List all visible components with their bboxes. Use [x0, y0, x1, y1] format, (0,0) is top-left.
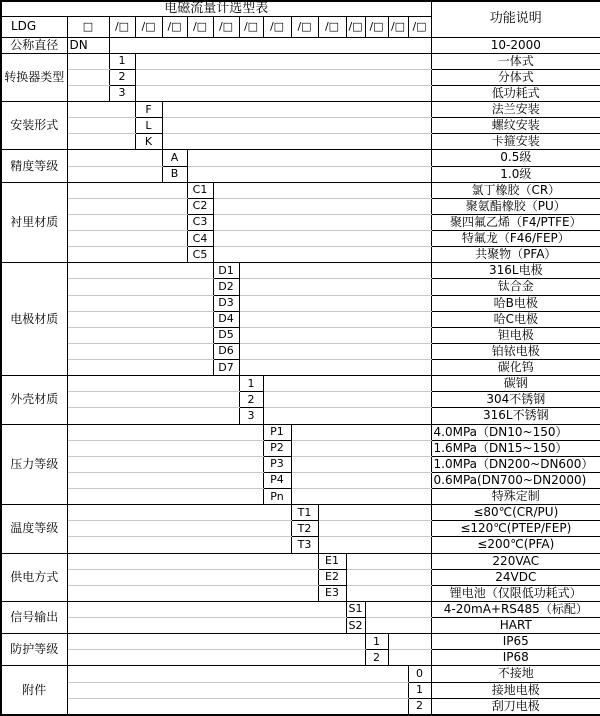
section-label: 供电方式	[1, 553, 67, 601]
model-slot: /□	[239, 17, 263, 37]
code-cell: D5	[213, 327, 239, 343]
description-cell: 0.6MPa(DN700~DN2000)	[431, 472, 600, 488]
code-cell: B	[162, 166, 187, 182]
code-cell: D3	[213, 295, 239, 311]
section-label: 电极材质	[1, 263, 67, 376]
section-label: 精度等级	[1, 150, 67, 182]
code-cell: S1	[346, 601, 365, 617]
section-label: 信号输出	[1, 601, 67, 633]
model-slot: /□	[388, 17, 408, 37]
empty-cell	[346, 553, 431, 569]
empty-cell	[135, 85, 431, 101]
empty-cell	[67, 231, 187, 247]
description-cell: IP65	[431, 634, 600, 650]
code-cell: C5	[187, 247, 213, 263]
description-cell: 10-2000	[431, 37, 600, 53]
code-cell: C2	[187, 198, 213, 214]
empty-cell	[67, 85, 109, 101]
empty-cell	[239, 263, 431, 279]
description-cell: 一体式	[431, 53, 600, 69]
code-cell: C4	[187, 231, 213, 247]
description-cell: 特氟龙（F46/FEP）	[431, 231, 600, 247]
description-cell: 低功耗式	[431, 85, 600, 101]
empty-cell	[67, 440, 263, 456]
description-cell: 220VAC	[431, 553, 600, 569]
code-cell: T2	[291, 521, 318, 537]
empty-cell	[67, 376, 239, 392]
table-title: 电磁流量计选型表	[1, 1, 431, 17]
empty-cell	[187, 150, 431, 166]
model-slot: /□	[408, 17, 431, 37]
empty-cell	[67, 134, 135, 150]
empty-cell	[239, 327, 431, 343]
description-cell: 1.0级	[431, 166, 600, 182]
description-cell: ≤80℃(CR/PU)	[431, 505, 600, 521]
code-cell: 2	[109, 69, 135, 85]
empty-cell	[67, 424, 263, 440]
model-slot: /□	[135, 17, 162, 37]
empty-cell	[67, 166, 162, 182]
empty-cell	[67, 505, 291, 521]
model-slot: /□	[365, 17, 388, 37]
empty-cell	[67, 102, 135, 118]
empty-cell	[263, 376, 431, 392]
section-label: 转换器类型	[1, 53, 67, 101]
empty-cell	[239, 311, 431, 327]
description-cell: 刮刀电极	[431, 698, 600, 715]
description-cell: 碳钢	[431, 376, 600, 392]
empty-cell	[67, 569, 318, 585]
description-cell: 304不锈钢	[431, 392, 600, 408]
empty-cell	[318, 521, 431, 537]
empty-cell	[67, 150, 162, 166]
code-cell: 3	[109, 85, 135, 101]
empty-cell	[263, 392, 431, 408]
description-cell: 24VDC	[431, 569, 600, 585]
empty-cell	[213, 182, 431, 198]
description-cell: 不接地	[431, 666, 600, 682]
model-slot: /□	[346, 17, 365, 37]
empty-cell	[67, 118, 135, 134]
section-label: 压力等级	[1, 424, 67, 505]
empty-cell	[213, 247, 431, 263]
empty-cell	[213, 198, 431, 214]
description-cell: 卡箍安装	[431, 134, 600, 150]
code-cell: D6	[213, 343, 239, 359]
empty-cell	[239, 360, 431, 376]
description-cell: 法兰安装	[431, 102, 600, 118]
empty-cell	[67, 618, 346, 634]
empty-cell	[263, 408, 431, 424]
section-label: 安装形式	[1, 102, 67, 150]
empty-cell	[388, 650, 431, 666]
empty-cell	[67, 650, 365, 666]
description-cell: HART	[431, 618, 600, 634]
description-cell: 4.0MPa（DN10~150）	[431, 424, 600, 440]
empty-cell	[135, 69, 431, 85]
description-cell: ≤120℃(PTEP/FEP)	[431, 521, 600, 537]
empty-cell	[67, 489, 263, 505]
description-cell: 特殊定制	[431, 489, 600, 505]
empty-cell	[67, 698, 408, 715]
empty-cell	[67, 585, 318, 601]
empty-cell	[67, 327, 213, 343]
model-slot: /□	[213, 17, 239, 37]
empty-cell	[365, 618, 431, 634]
code-cell: F	[135, 102, 162, 118]
empty-cell	[346, 569, 431, 585]
model-prefix: LDG	[1, 17, 67, 37]
model-slot: /□	[187, 17, 213, 37]
description-cell: 共聚物（PFA）	[431, 247, 600, 263]
description-cell: 锂电池（仅限低功耗式）	[431, 585, 600, 601]
description-cell: IP68	[431, 650, 600, 666]
description-cell: 螺纹安装	[431, 118, 600, 134]
description-cell: ≤200℃(PFA)	[431, 537, 600, 553]
empty-cell	[318, 537, 431, 553]
code-cell: Pn	[263, 489, 291, 505]
code-cell: T3	[291, 537, 318, 553]
code-cell: D7	[213, 360, 239, 376]
model-slot: /□	[162, 17, 187, 37]
section-label: 公称直径	[1, 37, 67, 53]
empty-cell	[67, 634, 365, 650]
description-cell: 碳化钨	[431, 360, 600, 376]
code-cell: E3	[318, 585, 346, 601]
code-cell: DN	[67, 37, 109, 53]
empty-cell	[67, 601, 346, 617]
empty-cell	[239, 343, 431, 359]
empty-cell	[67, 521, 291, 537]
empty-cell	[67, 666, 408, 682]
empty-cell	[67, 343, 213, 359]
code-cell: 2	[365, 650, 388, 666]
empty-cell	[67, 408, 239, 424]
empty-cell	[67, 263, 213, 279]
empty-cell	[162, 118, 431, 134]
empty-cell	[67, 682, 408, 698]
empty-cell	[67, 279, 213, 295]
empty-cell	[67, 53, 109, 69]
empty-cell	[67, 360, 213, 376]
code-cell: D2	[213, 279, 239, 295]
model-slot: /□	[291, 17, 318, 37]
empty-cell	[239, 295, 431, 311]
description-cell: 0.5级	[431, 150, 600, 166]
empty-cell	[239, 279, 431, 295]
section-label: 附件	[1, 666, 67, 715]
description-cell: 钽电极	[431, 327, 600, 343]
empty-cell	[67, 214, 187, 230]
empty-cell	[67, 247, 187, 263]
description-cell: 1.0MPa（DN200~DN600）	[431, 456, 600, 472]
empty-cell	[291, 440, 431, 456]
empty-cell	[67, 537, 291, 553]
description-cell: 1.6MPa（DN15~150）	[431, 440, 600, 456]
description-cell: 聚四氟乙烯（F4/PTFE）	[431, 214, 600, 230]
description-cell: 聚氨酯橡胶（PU）	[431, 198, 600, 214]
code-cell: C1	[187, 182, 213, 198]
empty-cell	[213, 214, 431, 230]
code-cell: S2	[346, 618, 365, 634]
description-cell: 316L电极	[431, 263, 600, 279]
code-cell: 3	[239, 408, 263, 424]
code-cell: 1	[239, 376, 263, 392]
empty-cell	[365, 601, 431, 617]
description-cell: 4-20mA+RS485（标配）	[431, 601, 600, 617]
code-cell: C3	[187, 214, 213, 230]
empty-cell	[346, 585, 431, 601]
code-cell: 1	[109, 53, 135, 69]
code-cell: 0	[408, 666, 431, 682]
code-cell: 2	[239, 392, 263, 408]
empty-cell	[67, 311, 213, 327]
section-label: 外壳材质	[1, 376, 67, 424]
code-cell: P3	[263, 456, 291, 472]
empty-cell	[388, 634, 431, 650]
description-cell: 钛合金	[431, 279, 600, 295]
description-cell: 哈C电极	[431, 311, 600, 327]
description-cell: 316L不锈钢	[431, 408, 600, 424]
section-label: 温度等级	[1, 505, 67, 553]
description-cell: 铂铱电极	[431, 343, 600, 359]
empty-cell	[67, 295, 213, 311]
empty-cell	[291, 472, 431, 488]
code-cell: E1	[318, 553, 346, 569]
description-cell: 接地电极	[431, 682, 600, 698]
section-label: 防护等级	[1, 634, 67, 666]
code-cell: D1	[213, 263, 239, 279]
code-cell: T1	[291, 505, 318, 521]
function-column-header: 功能说明	[431, 1, 600, 37]
code-cell: 1	[365, 634, 388, 650]
code-cell: P2	[263, 440, 291, 456]
model-slot: /□	[109, 17, 135, 37]
empty-cell	[213, 231, 431, 247]
code-cell: E2	[318, 569, 346, 585]
description-cell: 分体式	[431, 69, 600, 85]
code-cell: 2	[408, 698, 431, 715]
empty-cell	[67, 553, 318, 569]
empty-cell	[67, 69, 109, 85]
code-cell: P4	[263, 472, 291, 488]
section-label: 衬里材质	[1, 182, 67, 263]
empty-cell	[162, 134, 431, 150]
empty-cell	[67, 392, 239, 408]
empty-cell	[135, 53, 431, 69]
code-cell: K	[135, 134, 162, 150]
empty-cell	[67, 456, 263, 472]
empty-cell	[187, 166, 431, 182]
code-cell: P1	[263, 424, 291, 440]
code-cell: L	[135, 118, 162, 134]
empty-cell	[109, 37, 431, 53]
empty-cell	[291, 489, 431, 505]
model-slot: /□	[263, 17, 291, 37]
empty-cell	[67, 182, 187, 198]
empty-cell	[291, 456, 431, 472]
empty-cell	[67, 472, 263, 488]
empty-cell	[291, 424, 431, 440]
empty-cell	[318, 505, 431, 521]
code-cell: 1	[408, 682, 431, 698]
description-cell: 哈B电极	[431, 295, 600, 311]
empty-cell	[162, 102, 431, 118]
model-first-box: □	[67, 17, 109, 37]
description-cell: 氯丁橡胶（CR）	[431, 182, 600, 198]
model-slot: /□	[318, 17, 346, 37]
code-cell: D4	[213, 311, 239, 327]
code-cell: A	[162, 150, 187, 166]
empty-cell	[67, 198, 187, 214]
